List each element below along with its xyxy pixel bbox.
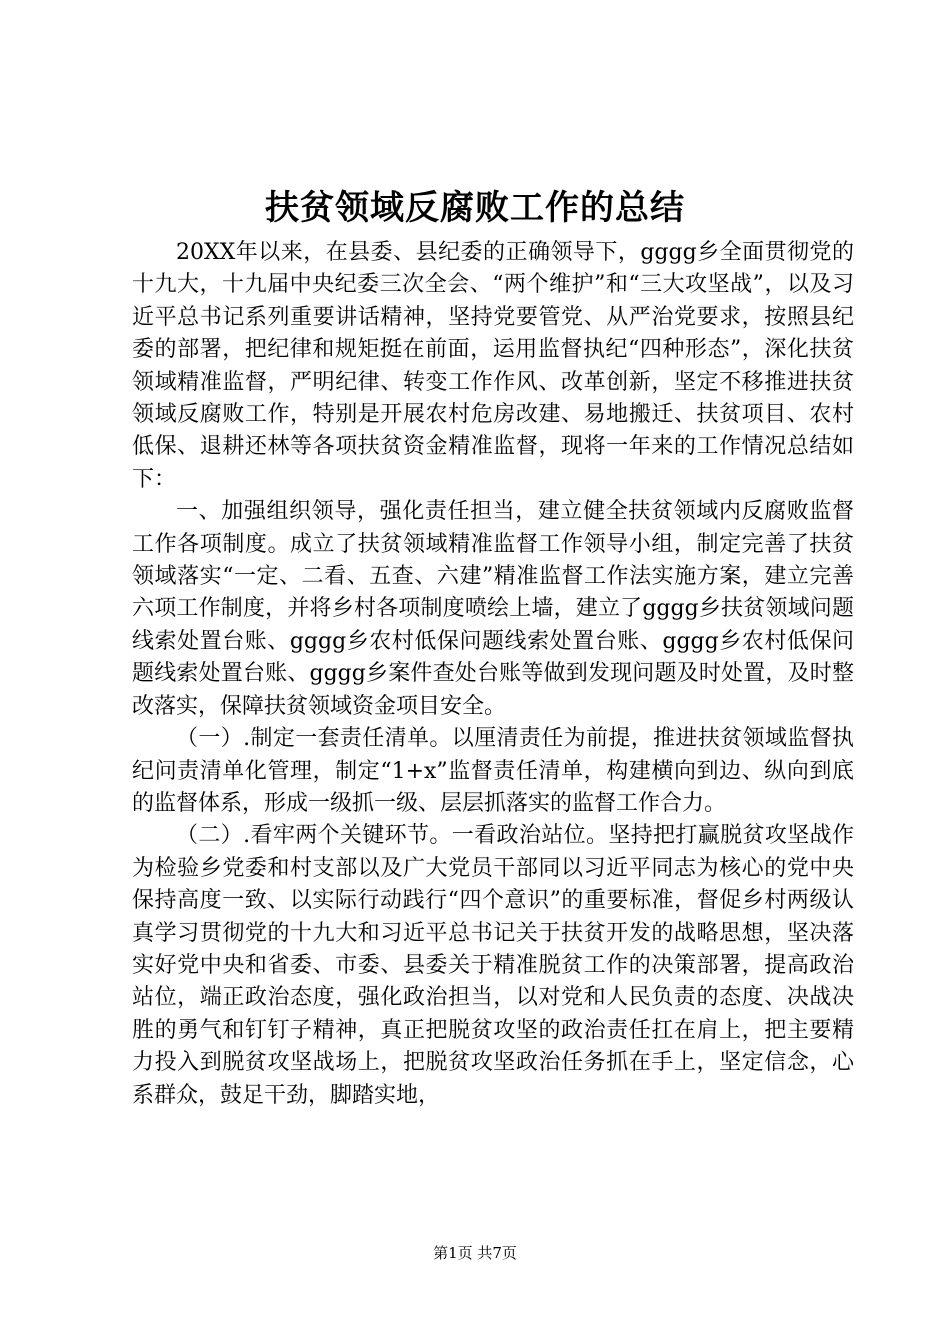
paragraph-subsection-1: （一）.制定一套责任清单。以厘清责任为前提，推进扶贫领域监督执纪问责清单化管理，制定“1+x”监督责任清单，构建横向到边、纵向到底的监督体系，形成一级抓一级、层层抓落实的监督工作合力。 [132, 726, 854, 816]
document-body [132, 237, 854, 1112]
paragraph-subsection-2: （二）.看牢两个关键环节。一看政治站位。坚持把打赢脱贫攻坚战作为检验乡党委和村支部以及广大党员干部同以习近平同志为核心的党中央保持高度一致、以实际行动践行“四个意识”的重要标准，督促乡村两级认真学习贯彻党的十九大和习近平总书记关于扶贫开发的战略思想，坚决落实好党中央和省委、市委、县委关于精准脱贫工作的决策部署，提高政治站位，端正政治态度，强化政治担当，以对党和人民负责的态度、决战决胜的勇气和钉钉子精神，真正把脱贫攻坚的政治责任扛在肩上，把主要精力投入到脱贫攻坚战场上，把脱贫攻坚政治任务抓在手上，坚定信念，心系群众，鼓足干劲，脚踏实地， [132, 823, 854, 1108]
paragraph-intro: 20XX年以来，在县委、县纪委的正确领导下，gggg乡全面贯彻党的十九大，十九届中央纪委三次全会、“两个维护”和“三大攻坚战”，以及习近平总书记系列重要讲话精神，坚持党要管党、从严治党要求，按照县纪委的部署，把纪律和规矩挺在前面，运用监督执纪“四种形态”，深化扶贫领域精准监督，严明纪律、转变工作作风、改革创新，坚定不移推进扶贫领域反腐败工作，特别是开展农村危房改建、易地搬迁、扶贫项目、农村低保、退耕还林等各项扶贫资金精准监督，现将一年来的工作情况总结如下： [132, 240, 854, 492]
page-number-footer: 第1页 共7页 [433, 1244, 517, 1262]
paragraph-section-1: 一、加强组织领导，强化责任担当，建立健全扶贫领域内反腐败监督工作各项制度。成立了扶贫领域精准监督工作领导小组，制定完善了扶贫领域落实“一定、二看、五查、六建”精准监督工作法实施方案，建立完善六项工作制度，并将乡村各项制度喷绘上墙，建立了gggg乡扶贫领域问题线索处置台账、gggg乡农村低保问题线索处置台账、gggg乡农村低保问题线索处置台账、gggg乡案件查处台账等做到发现问题及时处置，及时整改落实，保障扶贫领域资金项目安全。 [132, 499, 854, 719]
document-title: 扶贫领域反腐败工作的总结 [265, 188, 685, 228]
